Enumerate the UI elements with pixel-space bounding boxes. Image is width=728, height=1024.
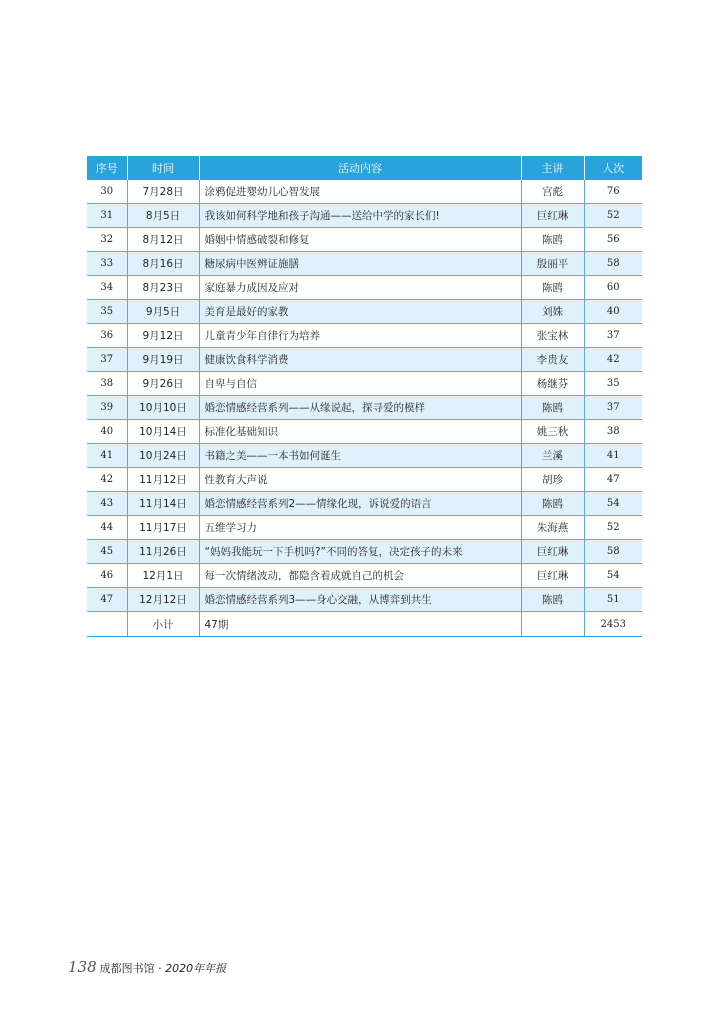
total-label: 小计 — [127, 612, 199, 637]
table-row — [87, 300, 642, 324]
row-speaker: 宫彪 — [521, 180, 584, 204]
row-topic: 涂鸦促进婴幼儿心智发展 — [199, 180, 521, 204]
publication-name: 成都图书馆 · — [99, 962, 166, 975]
row-date: 11月12日 — [127, 468, 199, 492]
row-count: 40 — [584, 300, 642, 324]
row-number: 43 — [87, 492, 127, 516]
row-count: 76 — [584, 180, 642, 204]
row-count: 54 — [584, 564, 642, 588]
row-date: 8月16日 — [127, 252, 199, 276]
row-count: 60 — [584, 276, 642, 300]
row-topic: 健康饮食科学消费 — [199, 348, 521, 372]
row-topic: 我该如何科学地和孩子沟通——送给中学的家长们! — [199, 204, 521, 228]
row-count: 56 — [584, 228, 642, 252]
row-speaker: 巨红琳 — [521, 540, 584, 564]
row-topic: 美育是最好的家教 — [199, 300, 521, 324]
row-number: 31 — [87, 204, 127, 228]
row-speaker: 陈鸥 — [521, 396, 584, 420]
row-count: 52 — [584, 204, 642, 228]
table-row — [87, 204, 642, 228]
row-speaker: 巨红琳 — [521, 204, 584, 228]
table-row — [87, 396, 642, 420]
row-speaker: 刘姝 — [521, 300, 584, 324]
row-count: 35 — [584, 372, 642, 396]
row-topic: “妈妈我能玩一下手机吗?”不同的答复，决定孩子的未来 — [199, 540, 521, 564]
row-date: 9月19日 — [127, 348, 199, 372]
row-date: 9月26日 — [127, 372, 199, 396]
row-date: 12月1日 — [127, 564, 199, 588]
table-row — [87, 420, 642, 444]
row-topic: 每一次情绪波动，都隐含着成就自己的机会 — [199, 564, 521, 588]
row-date: 12月12日 — [127, 588, 199, 612]
row-date: 11月14日 — [127, 492, 199, 516]
table-row — [87, 348, 642, 372]
row-count: 38 — [584, 420, 642, 444]
table-row — [87, 468, 642, 492]
row-count: 42 — [584, 348, 642, 372]
row-count: 58 — [584, 252, 642, 276]
row-speaker: 李贵友 — [521, 348, 584, 372]
table-body — [87, 180, 642, 612]
total-speaker-cell — [521, 612, 584, 637]
row-date: 8月12日 — [127, 228, 199, 252]
row-number: 39 — [87, 396, 127, 420]
header-no: 序号 — [87, 156, 127, 180]
row-date: 9月5日 — [127, 300, 199, 324]
row-topic: 糖尿病中医辨证施膳 — [199, 252, 521, 276]
table-row — [87, 492, 642, 516]
total-no-cell — [87, 612, 127, 637]
row-speaker: 朱海燕 — [521, 516, 584, 540]
row-count: 58 — [584, 540, 642, 564]
row-date: 10月14日 — [127, 420, 199, 444]
row-number: 44 — [87, 516, 127, 540]
row-date: 9月12日 — [127, 324, 199, 348]
row-topic: 五维学习力 — [199, 516, 521, 540]
page-footer — [68, 958, 226, 976]
row-number: 38 — [87, 372, 127, 396]
row-topic: 自卑与自信 — [199, 372, 521, 396]
row-topic: 婚姻中情感破裂和修复 — [199, 228, 521, 252]
total-count: 2453 — [584, 612, 642, 637]
table-row — [87, 324, 642, 348]
row-speaker: 张宝林 — [521, 324, 584, 348]
table-row — [87, 372, 642, 396]
annual-report-title: 2020年年报 — [165, 962, 227, 975]
row-count: 47 — [584, 468, 642, 492]
row-topic: 婚恋情感经营系列3——身心交融，从博弈到共生 — [199, 588, 521, 612]
row-number: 40 — [87, 420, 127, 444]
row-topic: 性教育大声说 — [199, 468, 521, 492]
table-row — [87, 564, 642, 588]
row-number: 30 — [87, 180, 127, 204]
row-speaker: 殷丽平 — [521, 252, 584, 276]
row-speaker: 陈鸥 — [521, 228, 584, 252]
row-topic: 标准化基础知识 — [199, 420, 521, 444]
row-topic: 家庭暴力成因及应对 — [199, 276, 521, 300]
row-number: 34 — [87, 276, 127, 300]
table-header-row — [87, 156, 642, 180]
row-number: 41 — [87, 444, 127, 468]
row-speaker: 陈鸥 — [521, 276, 584, 300]
activity-table — [87, 156, 642, 637]
total-row — [87, 612, 642, 637]
row-number: 46 — [87, 564, 127, 588]
row-count: 37 — [584, 396, 642, 420]
row-count: 37 — [584, 324, 642, 348]
row-speaker: 胡珍 — [521, 468, 584, 492]
header-topic: 活动内容 — [199, 156, 521, 180]
header-date: 时间 — [127, 156, 199, 180]
row-date: 10月24日 — [127, 444, 199, 468]
row-topic: 书籍之美——一本书如何诞生 — [199, 444, 521, 468]
row-number: 37 — [87, 348, 127, 372]
row-speaker: 陈鸥 — [521, 492, 584, 516]
page-number: 138 — [68, 958, 97, 976]
table-row — [87, 540, 642, 564]
row-number: 35 — [87, 300, 127, 324]
row-number: 36 — [87, 324, 127, 348]
header-speaker: 主讲 — [521, 156, 584, 180]
row-count: 54 — [584, 492, 642, 516]
row-topic: 婚恋情感经营系列2——情缘化现，诉说爱的语言 — [199, 492, 521, 516]
row-speaker: 杨继芬 — [521, 372, 584, 396]
row-date: 10月10日 — [127, 396, 199, 420]
row-speaker: 陈鸥 — [521, 588, 584, 612]
table-row — [87, 444, 642, 468]
table-row — [87, 228, 642, 252]
row-number: 32 — [87, 228, 127, 252]
row-date: 11月17日 — [127, 516, 199, 540]
table-row — [87, 516, 642, 540]
row-number: 45 — [87, 540, 127, 564]
row-topic: 婚恋情感经营系列——从缘说起，探寻爱的模样 — [199, 396, 521, 420]
row-number: 33 — [87, 252, 127, 276]
table-row — [87, 252, 642, 276]
row-count: 51 — [584, 588, 642, 612]
row-speaker: 兰溪 — [521, 444, 584, 468]
row-count: 41 — [584, 444, 642, 468]
table-row — [87, 276, 642, 300]
table-row — [87, 588, 642, 612]
row-number: 42 — [87, 468, 127, 492]
row-date: 11月26日 — [127, 540, 199, 564]
header-count: 人次 — [584, 156, 642, 180]
row-speaker: 姚三秋 — [521, 420, 584, 444]
table-row — [87, 180, 642, 204]
row-date: 8月5日 — [127, 204, 199, 228]
row-date: 7月28日 — [127, 180, 199, 204]
row-speaker: 巨红琳 — [521, 564, 584, 588]
total-sessions: 47期 — [199, 612, 521, 637]
row-topic: 儿童青少年自律行为培养 — [199, 324, 521, 348]
row-date: 8月23日 — [127, 276, 199, 300]
row-count: 52 — [584, 516, 642, 540]
row-number: 47 — [87, 588, 127, 612]
